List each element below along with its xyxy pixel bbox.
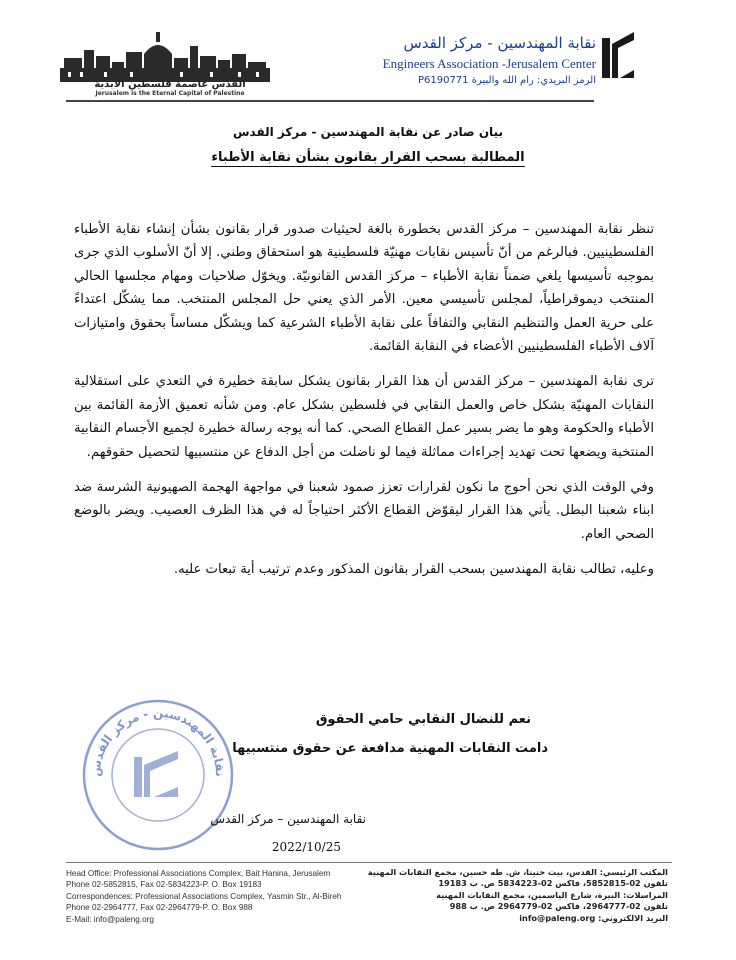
- footer-ar-line: تلفون 02-2964777، فاكس 02-2964779 ص. ب 988: [449, 901, 668, 912]
- caption-english: Jerusalem is the Eternal Capital of Palestine: [95, 90, 245, 97]
- stamp-logo-icon: [134, 751, 178, 797]
- footer-contact-arabic: [368, 867, 668, 924]
- association-name-english: Engineers Association -Jerusalem Center: [382, 56, 596, 71]
- caption-arabic: القدس عاصمة فلسطين الأبدية: [94, 79, 246, 90]
- footer-ar-line: تلفون 02-5852815، فاكس 02-5834223 ص. ب 19183: [438, 878, 668, 889]
- footer-en-line: Correspondences: Professional Associations Complex, Yasmin Str., Al-Bireh: [66, 891, 342, 901]
- closing-slogan-2: دامت النقابات المهنية مدافعة عن حقوق منتسبيها: [232, 741, 548, 756]
- statement-subtitle-text: بيان صادر عن نقابة المهندسين - مركز القدس: [233, 125, 503, 139]
- association-logo-icon: [600, 30, 636, 86]
- footer-contact-english: [66, 868, 366, 925]
- paragraph-3: وفي الوقت الذي نحن أحوج ما نكون لقرارات تعزز صمود شعبنا في مواجهة الهجمة الصهيونية الشرسة ضد ابناء شعبنا البطل. يأتي هذا القرار ليقوّض القطاع الأكثر احتياجاً له في هذا الظرف العصيب. ويضر بالوضع الصحي العام.: [74, 480, 654, 542]
- signature-organization: نقابة المهندسين – مركز القدس: [210, 812, 366, 826]
- footer-ar-line: المكتب الرئيسي: القدس، بيت حنينا، ش. طه حسين، مجمع النقابات المهنية: [367, 867, 668, 877]
- statement-title: [0, 150, 736, 165]
- footer-en-line: Phone 02-2964777, Fax 02-2964779-P. O. Box 988: [66, 903, 253, 913]
- stamp-text: نقابة المهندسين - مركز القدس: [88, 705, 228, 778]
- paragraph-2: ترى نقابة المهندسين – مركز القدس أن هذا القرار بقانون يشكل سابقة خطيرة في التعدي على استقلالية النقابات المهنيّة بشكل خاص والعمل النقابي في فلسطين بشكل عام. ومن شأنه تعميق الأزمة القائمة بين الأطباء والحكومة وهو ما يضر بسير عمل القطاع الصحي. كما أنه يوجه رسالة خطيرة لجميع الأجسام النقابية المنتخبة ويضعها تحت تهديد إجراءات مماثلة فيما لو ناضلت من أجل الدفاع عن منتسبيها لتحصيل حقوقهم.: [74, 374, 654, 460]
- postal-code: الرمز البريدي: رام الله والبيرة P6190771: [417, 75, 596, 86]
- statement-body: [74, 218, 654, 594]
- statement-subtitle: [0, 125, 736, 139]
- footer-en-line: Head Office: Professional Associations Complex, Bait Hanina, Jerusalem: [66, 869, 331, 878]
- footer-ar-email: البريد الالكتروني: info@paleng.org: [519, 912, 668, 923]
- closing-slogan-1: نعم للنضال النقابي حامي الحقوق: [315, 712, 531, 727]
- statement-title-text: المطالبة بسحب القرار بقانون بشأن نقابة الأطباء: [211, 150, 525, 165]
- paragraph-1: تنظر نقابة المهندسين – مركز القدس بخطورة بالغة لحيثيات صدور قرار بقانون بشأن إنشاء نقابة الأطباء الفلسطينيين. فبالرغم من أنّ تأسيس نقابات مهنيّة فلسطينية هو استحقاق وطني. إلا أنّ الأسلوب الذي جرى بموجبه تأسيسها يلغي ضمناً نقابة الأطباء – مركز القدس القانونيّة. ويخوّل صلاحيات ومهام مجلسها الحالي المنتخب ديموقراطياً، لمجلس تأسيسي معين. الأمر الذي يعني حل المجلس المنتخب. مما يشكّل اعتداءً على حرية العمل والتنظيم النقابي والتفافاً على نقابة الأطباء الشرعية كما ويشكّل مساساً بحقوق وامتيازات آلاف الأطباء الفلسطينيين الأعضاء في النقابة القائمة.: [74, 222, 654, 355]
- jerusalem-skyline-image: [60, 28, 270, 82]
- association-name-arabic: نقابة المهندسين - مركز القدس: [403, 34, 596, 52]
- official-stamp: [78, 695, 238, 855]
- statement-date: 2022/10/25: [271, 840, 341, 854]
- footer-email: E-Mail: info@paleng.org: [66, 914, 154, 924]
- footer-ar-line: المراسلات: البيرة، شارع الياسمين، مجمع النقابات المهنية: [436, 889, 668, 900]
- paragraph-4: وعليه، تطالب نقابة المهندسين بسحب القرار بقانون المذكور وعدم ترتيب أية تبعات عليه.: [173, 562, 654, 578]
- footer-divider: [66, 862, 672, 863]
- footer-en-line: Phone 02-5852815, Fax 02-5834223-P. O. Box 19183: [66, 880, 262, 890]
- header-divider: [66, 100, 594, 102]
